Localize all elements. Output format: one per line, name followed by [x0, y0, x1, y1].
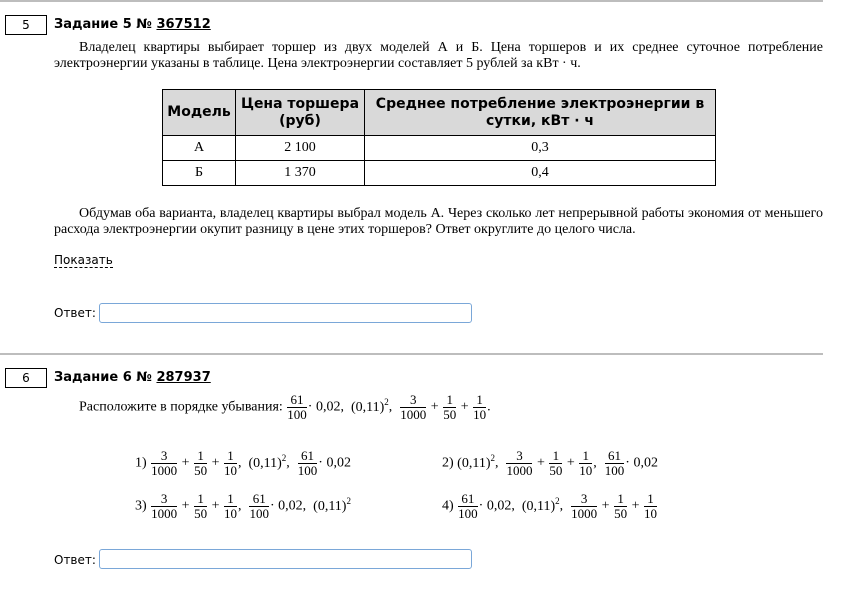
answer-option-3: 3) $\frac{3}{1000}$ + $\frac{1}{50}$ + $\frac{1}{10}$ , $\frac{61}{100}$ · 0,02, $(0,11)^2$ — [135, 491, 351, 521]
task-5-number-box: 5 — [5, 15, 47, 35]
table-header-model: Модель — [163, 90, 236, 136]
table-cell: 0,4 — [365, 161, 716, 186]
show-solution-link[interactable]: Показать — [54, 253, 113, 267]
table-cell: 1 370 — [236, 161, 365, 186]
task-5-answer-label: Ответ: — [54, 306, 96, 320]
answer-option-4: 4) $\frac{61}{100}$ · 0,02, $(0,11)^2$, $\frac{3}{1000}$ + $\frac{1}{50}$ + $\frac{1}{10}$ — [442, 491, 657, 521]
fraction-3-1000: $\frac{3}{1000}$ — [400, 392, 427, 422]
task-6-title-prefix: Задание 6 № — [54, 370, 152, 385]
task-6-prompt-line: Расположите в порядке убывания: $\frac{61}{100}$ · 0,02, $(0,11)^2$, $\frac{3}{1000}$ + $\frac{1}{50}$ + $\frac{1}{10}$ . — [79, 392, 491, 422]
task-6-answer-input[interactable] — [99, 549, 472, 569]
table-cell: Б — [163, 161, 236, 186]
top-divider — [0, 0, 823, 2]
task-6-title — [54, 370, 211, 385]
task-5-paragraph-1: Владелец квартиры выбирает торшер из двух моделей А и Б. Цена торшеров и их среднее суточное потребление электроэнергии указаны в таблице. Цена электроэнергии составляет 5 рублей за кВт · ч. — [54, 40, 823, 71]
table-row — [163, 136, 716, 161]
table-row — [163, 161, 716, 186]
task-6-prompt: Расположите в порядке убывания: — [79, 399, 283, 415]
task-6-id-link[interactable]: 287937 — [156, 370, 211, 385]
task-divider — [0, 353, 823, 355]
task-5-title-prefix: Задание 5 № — [54, 17, 152, 32]
task-5-table — [162, 89, 716, 186]
table-cell: А — [163, 136, 236, 161]
task-6-answer-label: Ответ: — [54, 553, 96, 567]
task-5-title — [54, 17, 211, 32]
fraction-1-10: $\frac{1}{10}$ — [473, 392, 487, 422]
task-6-number-box: 6 — [5, 368, 47, 388]
fraction-61-100: $\frac{61}{100}$ — [287, 392, 307, 422]
task-5-paragraph-2: Обдумав оба варианта, владелец квартиры выбрал модель А. Через сколько лет непрерывной работы экономия от меньшего расхода электроэнергии окупит разницу в цене этих торшеров? Ответ округлите до целого числа. — [54, 206, 823, 237]
table-header-consumption: Среднее потребление электроэнергии в сутки, кВт · ч — [365, 90, 716, 136]
answer-option-1: 1) $\frac{3}{1000}$ + $\frac{1}{50}$ + $\frac{1}{10}$ , $(0,11)^2$, $\frac{61}{100}$ · 0,02 — [135, 448, 351, 478]
task-5-answer-input[interactable] — [99, 303, 472, 323]
table-header-price: Цена торшера (руб) — [236, 90, 365, 136]
answer-option-2: 2) $(0,11)^2$, $\frac{3}{1000}$ + $\frac{1}{50}$ + $\frac{1}{10}$ , $\frac{61}{100}$ · 0,02 — [442, 448, 658, 478]
power-011-squared: $(0,11)^2$ — [350, 396, 389, 415]
fraction-1-50: $\frac{1}{50}$ — [443, 392, 457, 422]
table-cell: 0,3 — [365, 136, 716, 161]
table-cell: 2 100 — [236, 136, 365, 161]
table-header-row — [163, 90, 716, 136]
task-5-id-link[interactable]: 367512 — [156, 17, 211, 32]
